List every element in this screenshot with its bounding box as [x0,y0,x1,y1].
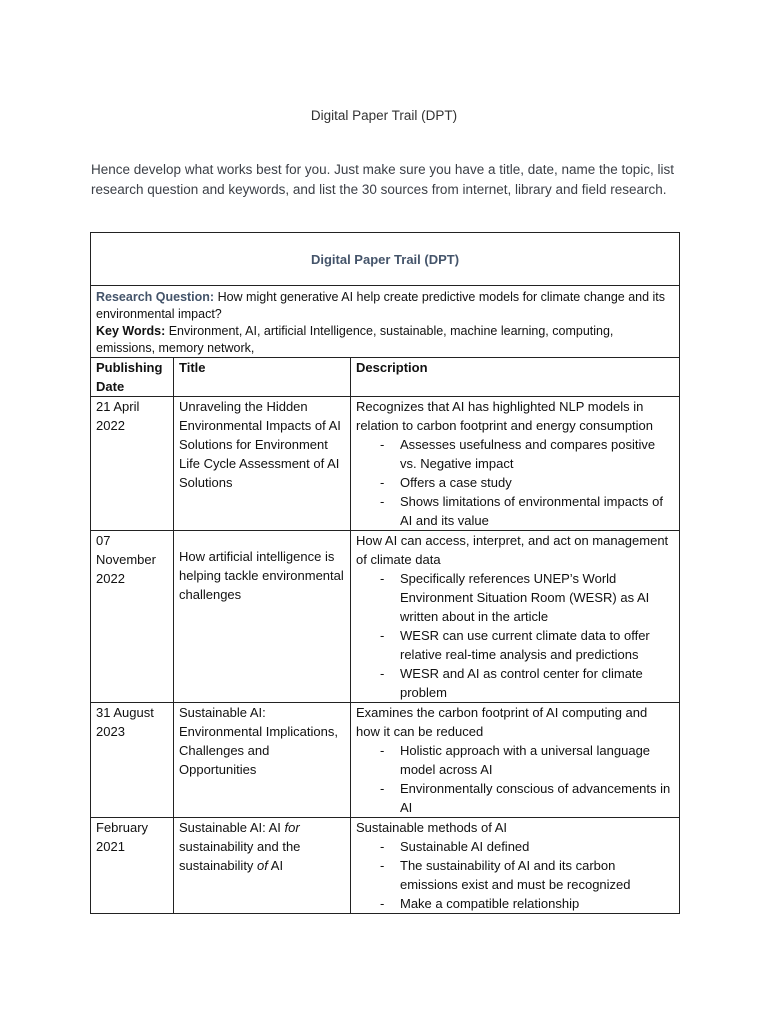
row-title [174,818,351,914]
header-description: Description [351,358,680,397]
title-part: AI [267,858,284,873]
description-summary: Recognizes that AI has highlighted NLP models in relation to carbon footprint and energy consumption [356,399,654,433]
title-part: sustainability and the sustainability [179,839,301,873]
table-title-row [91,233,680,286]
research-question-row [91,286,680,358]
description-bullet: - Offers a case study [380,473,674,492]
table-title: Digital Paper Trail (DPT) [91,233,680,286]
title-part-italic: of [257,858,268,873]
description-bullet: - WESR and AI as control center for climate problem [380,664,674,702]
table-row [91,818,680,914]
description-summary: Examines the carbon footprint of AI computing and how it can be reduced [356,705,648,739]
row-title: Sustainable AI: Environmental Implications, Challenges and Opportunities [174,703,351,818]
description-bullets [356,569,674,702]
dpt-table [90,232,680,914]
description-bullet: - Specifically references UNEP’s World Environment Situation Room (WESR) as AI written about in the article [380,569,674,626]
row-title: Unraveling the Hidden Environmental Impacts of AI Solutions for Environment Life Cycle Assessment of AI Solutions [174,397,351,531]
description-bullet: - The sustainability of AI and its carbon emissions exist and must be recognized [380,856,674,894]
description-bullet: - Shows limitations of environmental impacts of AI and its value [380,492,674,530]
description-bullet: - Holistic approach with a universal language model across AI [380,741,674,779]
document-title: Digital Paper Trail (DPT) [310,108,458,123]
row-description [351,703,680,818]
row-date: 31 August 2023 [91,703,174,818]
research-question-cell [91,286,680,358]
keywords-label: Key Words: [96,324,166,338]
table-row [91,397,680,531]
intro-paragraph: Hence develop what works best for you. Just make sure you have a title, date, name the topic, list research question and keywords, and list the 30 sources from internet, library and field research. [91,162,675,197]
row-description [351,531,680,703]
description-bullet: - Environmentally conscious of advancements in AI [380,779,674,817]
description-bullets [356,435,674,530]
research-question-text: How might generative AI help create predictive models for climate change and its environmental impact? [96,290,666,321]
research-question-label: Research Question: [96,290,215,304]
row-date: 21 April 2022 [91,397,174,531]
description-bullets [356,741,674,817]
title-part-italic: for [284,820,300,835]
header-title: Title [174,358,351,397]
row-description [351,397,680,531]
description-summary: How AI can access, interpret, and act on management of climate data [356,533,669,567]
table-row [91,703,680,818]
description-bullet: - WESR can use current climate data to offer relative real-time analysis and predictions [380,626,674,664]
description-bullet: - Sustainable AI defined [380,837,674,856]
row-date: 07 November 2022 [91,531,174,703]
description-summary: Sustainable methods of AI [356,820,508,835]
row-description [351,818,680,914]
title-part: Sustainable AI: AI [179,820,285,835]
table-row [91,531,680,703]
description-bullets [356,837,674,913]
row-date: February 2021 [91,818,174,914]
description-bullet: - Assesses usefulness and compares positive vs. Negative impact [380,435,674,473]
row-title: How artificial intelligence is helping tackle environmental challenges [174,531,351,703]
header-date: Publishing Date [91,358,174,397]
description-bullet: - Make a compatible relationship [380,894,674,913]
keywords-text: Environment, AI, artificial Intelligence, sustainable, machine learning, computing, emissions, memory network, [96,324,614,355]
header-row [91,358,680,397]
